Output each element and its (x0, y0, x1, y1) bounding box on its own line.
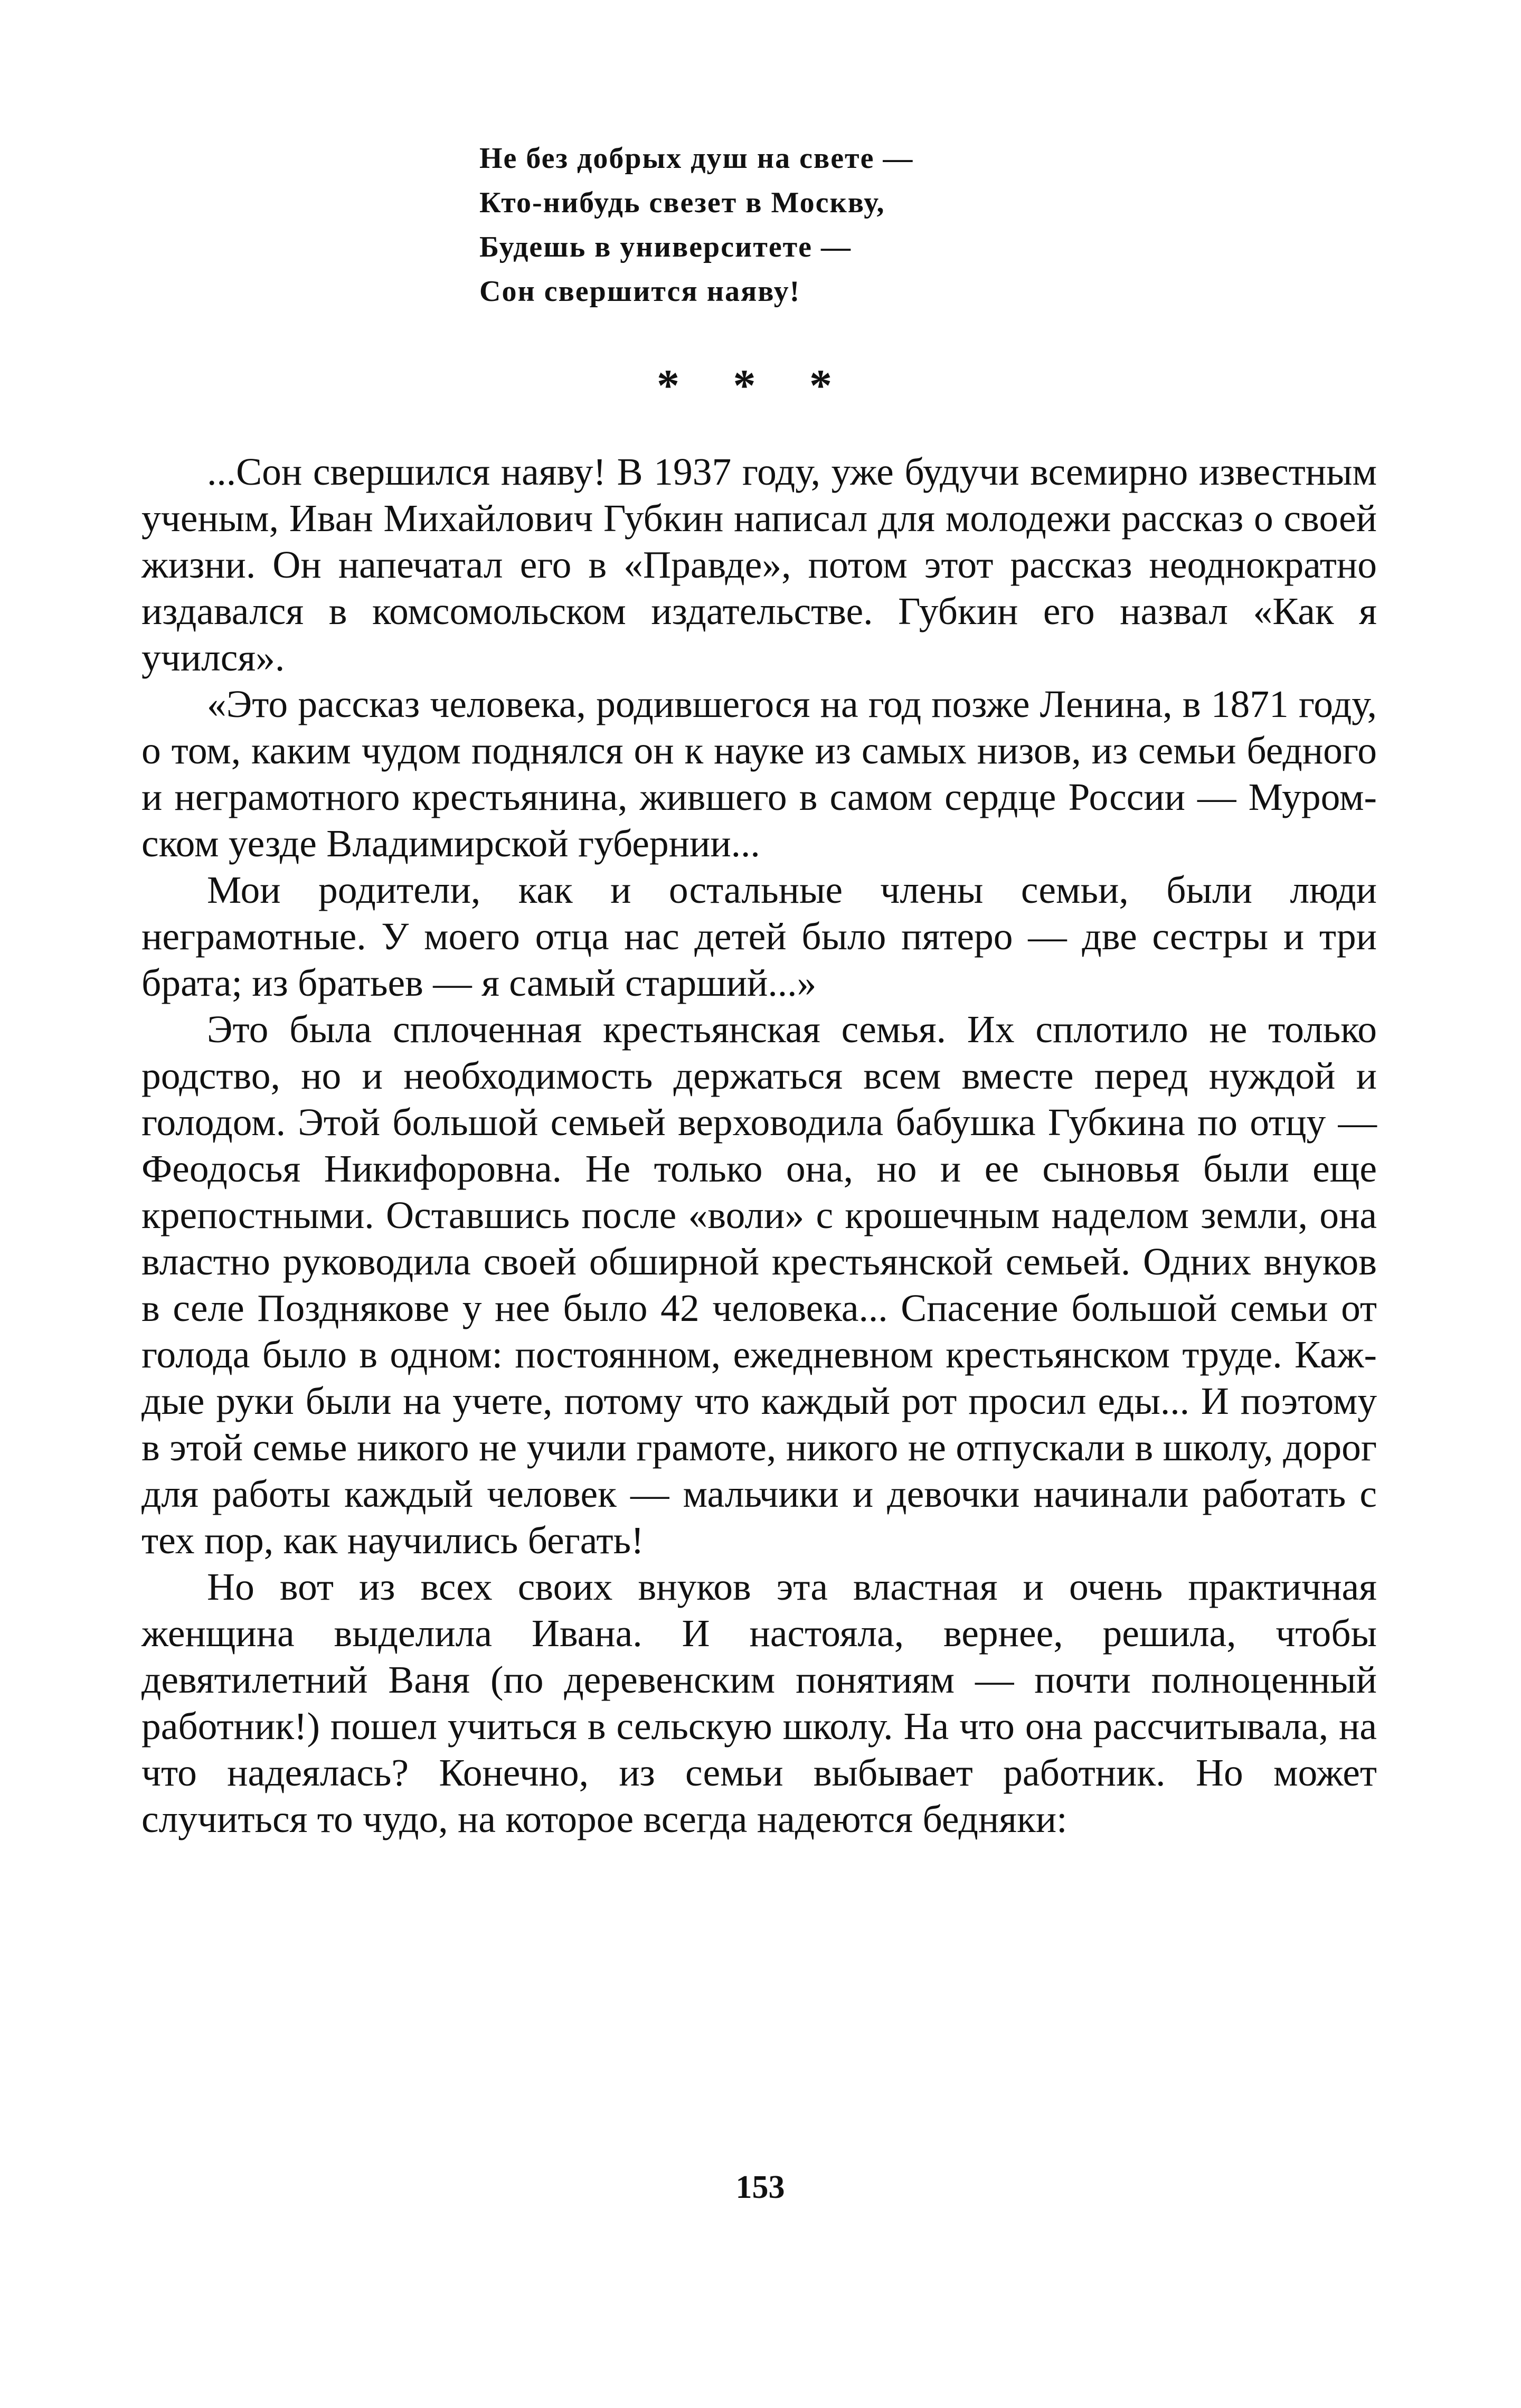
paragraph: Это была сплоченная крестьянская семья. Их сплотило не только родство, но и необходимость держаться всем вместе перед нуждой и голодом. Этой большой семьей верховодила бабушка Губкина по отцу — Феодосья Никифоровна. Не только она, но и ее сыновья были еще крепостными. Оставшись после «воли» с крошечным наделом земли, она властно руководила своей обширной крестьянской семьей. Одних внуков в селе Позднякове у нее было 42 человека... Спасение большой семьи от голода было в одном: постоянном, ежедневном крестьянском труде. Каждые руки были на учете, потому что каждый рот просил еды... И поэтому в этой семье никого не учили грамоте, никого не отпускали в школу, дорог для работы каждый человек — мальчики и девочки начинали работать с тех пор, как научились бегать! (141, 1008, 1377, 1562)
body-text (141, 449, 1377, 1843)
poem-stanza (479, 136, 1271, 314)
poem-line: Не без добрых душ на свете — (479, 142, 914, 175)
poem-line: Сон свершится наяву! (479, 275, 801, 308)
page-number: 153 (735, 2169, 785, 2205)
poem-line: Кто-нибудь свезет в Москву, (479, 186, 885, 219)
poem-line: Будешь в университете — (479, 231, 852, 263)
paragraph: ...Сон свершился наяву! В 1937 году, уже будучи всемирно известным ученым, Иван Михайлович Губкин написал для молодежи рассказ о своей жизни. Он напечатал его в «Правде», потом этот рассказ неоднократно издавался в комсомольском издательстве. Губкин его назвал «Как я учился». (141, 450, 1377, 679)
paragraph: «Это рассказ человека, родившегося на год позже Ленина, в 1871 году, о том, каким чудом поднялся он к науке из самых низов, из семьи бедного и неграмотного крестьянина, жившего в самом сердце России — Муромском уезде Владимирской губернии... (141, 683, 1377, 865)
section-separator: * * * (657, 360, 853, 411)
paragraph: Мои родители, как и остальные члены семьи, были люди неграмотные. У моего отца нас детей было пятеро — две сестры и три брата; из братьев — я самый старший...» (141, 868, 1377, 1004)
paragraph: Но вот из всех своих внуков эта властная и очень практичная женщина выделила Ивана. И настояла, вернее, решила, чтобы девятилетний Ваня (по деревенским понятиям — почти полноценный работник!) пошел учиться в сельскую школу. На что она рассчитывала, на что надеялась? Конечно, из семьи выбывает работник. Но может случиться то чудо, на которое всегда надеются бедняки: (141, 1565, 1377, 1840)
